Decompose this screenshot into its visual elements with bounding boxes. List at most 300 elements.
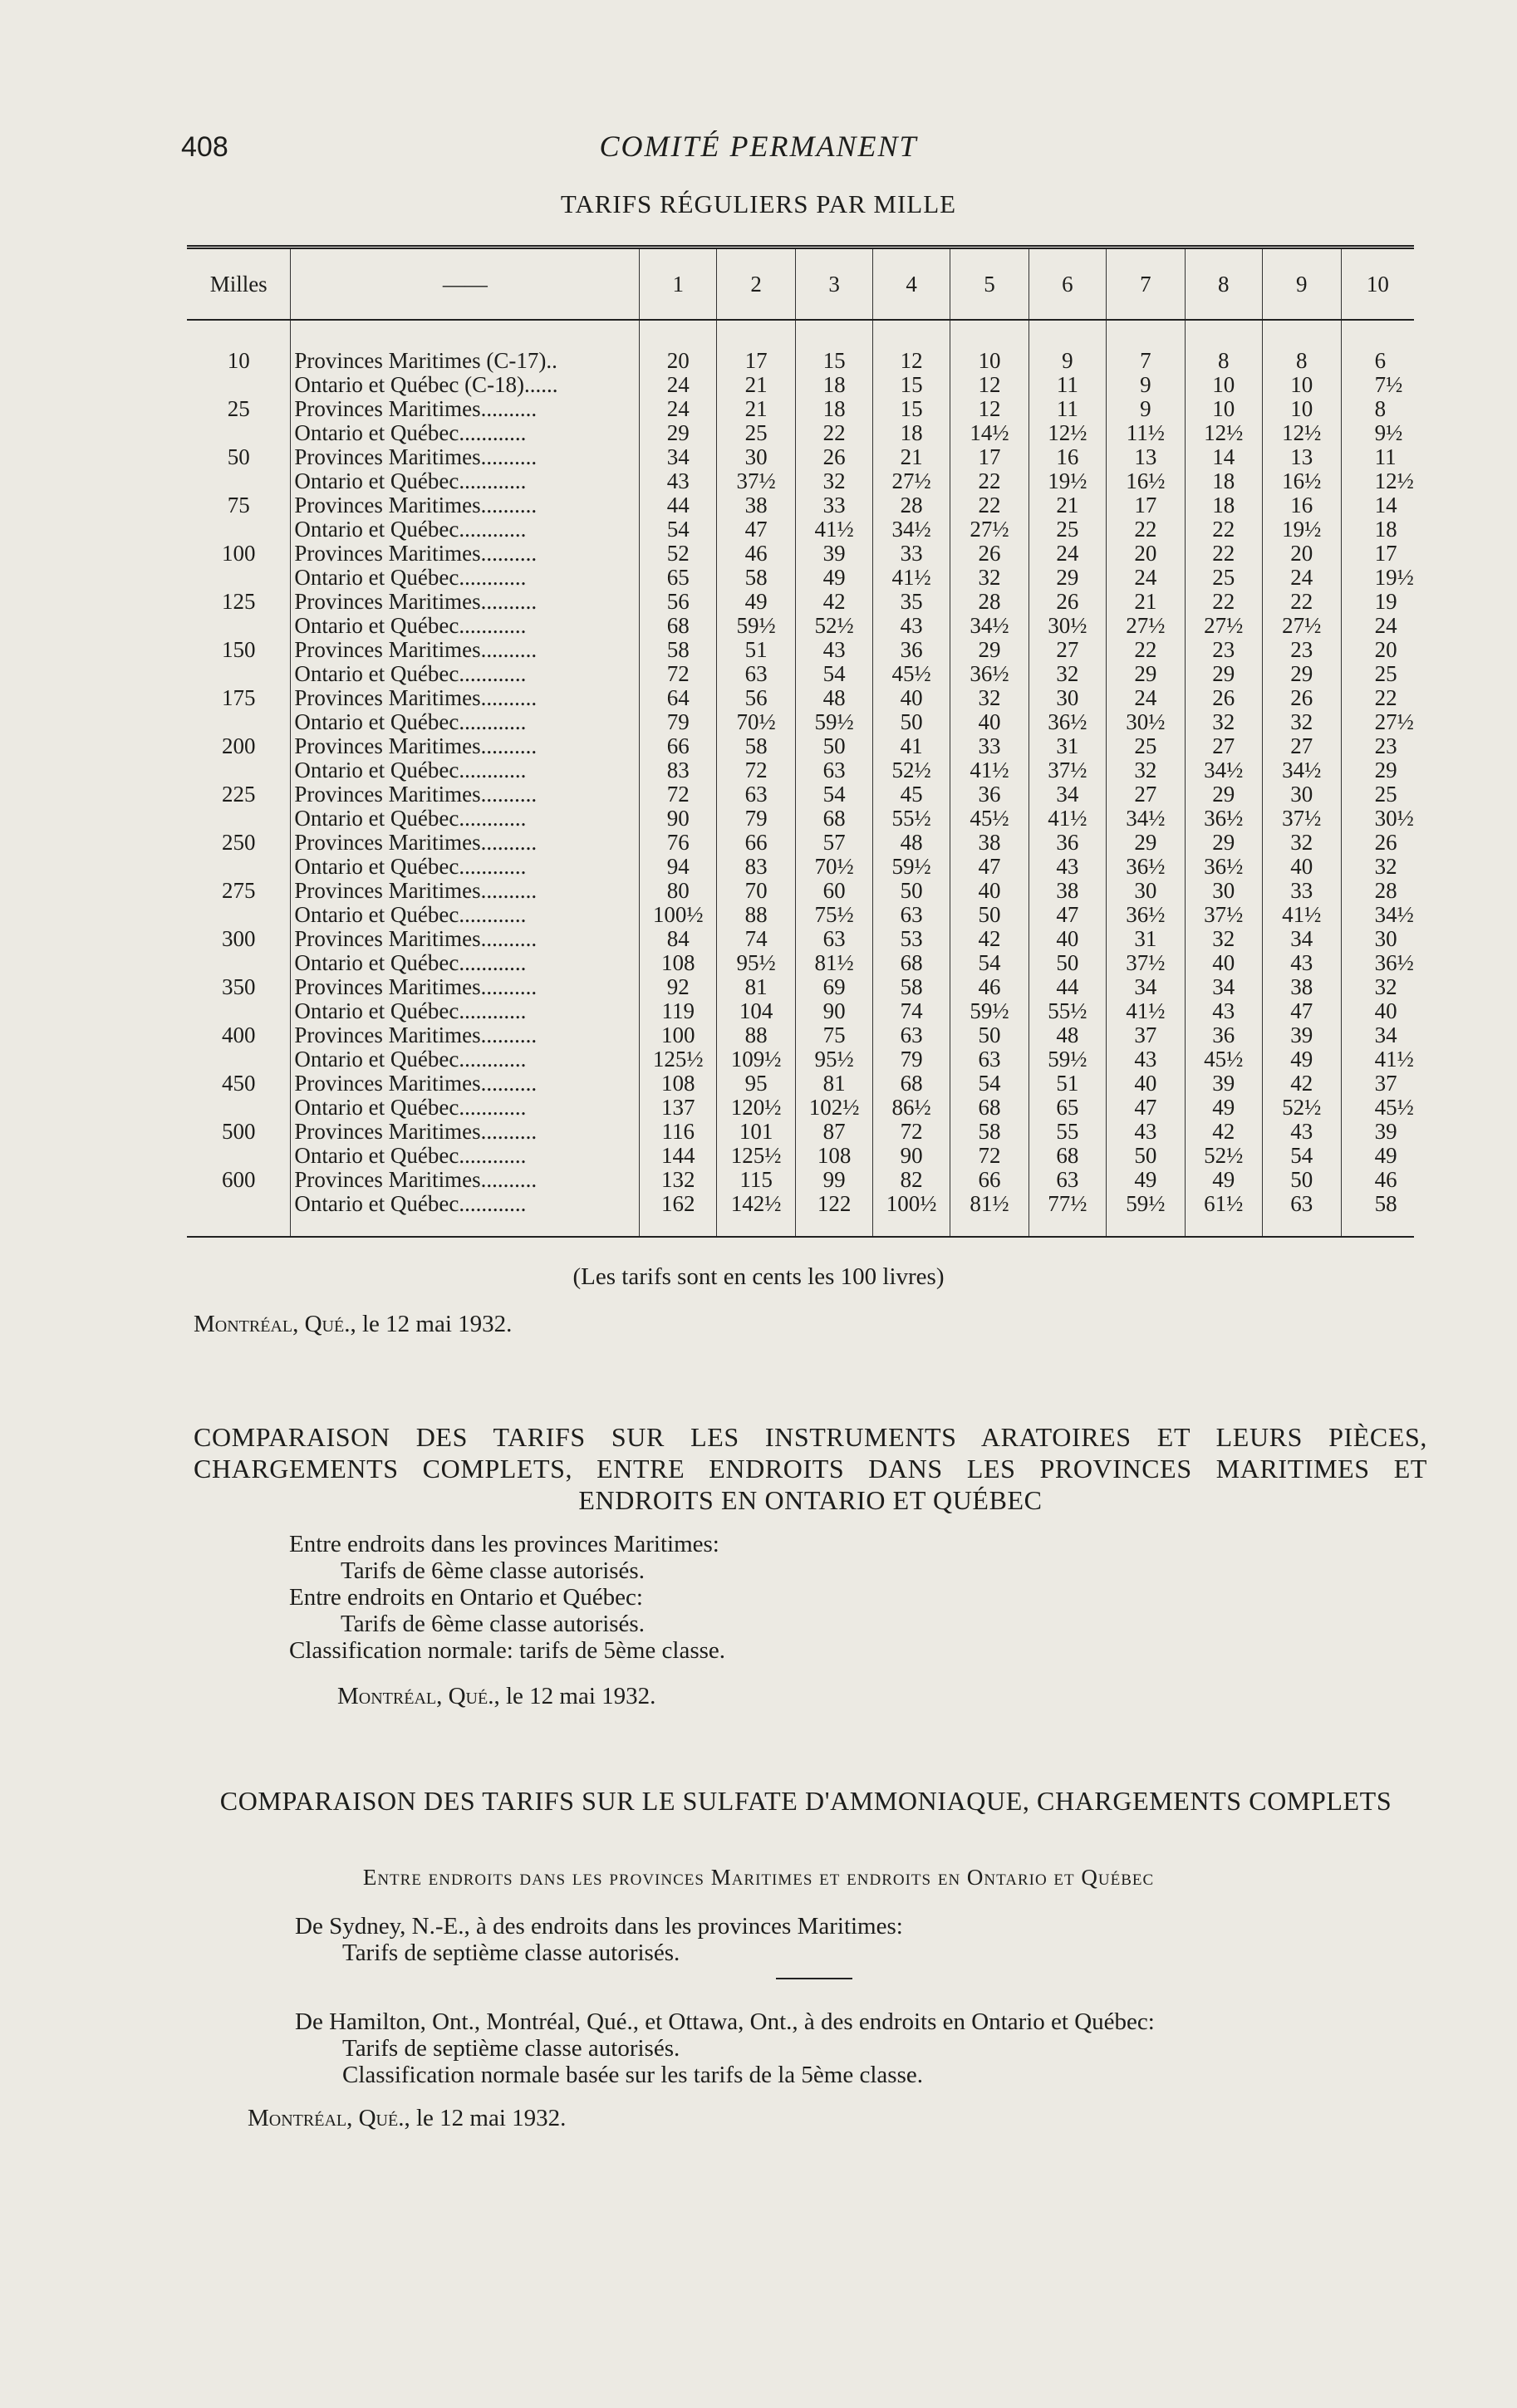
rate-cell-class-3: 22: [796, 421, 873, 445]
rate-cell-class-10: 25: [1341, 662, 1414, 686]
miles-cell: [187, 469, 291, 493]
rate-cell-class-1: 84: [640, 927, 717, 951]
route-cell: Ontario et Québec............: [291, 855, 640, 879]
route-cell: Provinces Maritimes..........: [291, 879, 640, 903]
rate-cell-class-9: 39: [1262, 1023, 1341, 1047]
table-row: [187, 445, 1414, 469]
rate-cell-class-1: 116: [640, 1120, 717, 1144]
col-header-miles: Milles: [187, 248, 291, 321]
rate-cell-class-4: 41: [873, 734, 950, 758]
route-cell: Ontario et Québec (C-18)......: [291, 373, 640, 397]
rate-cell-class-8: 40: [1185, 951, 1262, 975]
miles-cell: 150: [221, 637, 256, 662]
rate-cell-class-2: 81: [717, 975, 796, 999]
route-cell: Ontario et Québec............: [291, 1192, 640, 1237]
table-row: [187, 397, 1414, 421]
table-title: TARIFS RÉGULIERS PAR MILLE: [560, 189, 957, 218]
rate-cell-class-5: 41½: [950, 758, 1029, 782]
rate-cell-class-8: 32: [1185, 927, 1262, 951]
rate-cell-class-5: 26: [950, 542, 1029, 566]
rate-cell-class-10: 30½: [1341, 807, 1414, 831]
col-header-class-5: 5: [950, 248, 1029, 321]
rate-cell-class-9: 13: [1262, 445, 1341, 469]
rate-cell-class-4: 33: [873, 542, 950, 566]
route-cell: Provinces Maritimes..........: [291, 831, 640, 855]
rate-cell-class-10: 22: [1341, 686, 1414, 710]
rate-cell-class-2: 104: [717, 999, 796, 1023]
rate-cell-class-5: 50: [950, 903, 1029, 927]
rate-cell-class-6: 34: [1029, 782, 1106, 807]
rate-cell-class-2: 101: [717, 1120, 796, 1144]
route-cell: Ontario et Québec............: [291, 903, 640, 927]
table-row: [187, 903, 1414, 927]
rate-cell-class-2: 83: [717, 855, 796, 879]
miles-cell: 450: [221, 1071, 256, 1096]
section3-line4: Tarifs de septième classe autorisés.: [342, 2035, 680, 2062]
rate-cell-class-8: 27: [1185, 734, 1262, 758]
miles-cell: [187, 614, 291, 638]
rate-cell-class-6: 77½: [1029, 1192, 1106, 1237]
rate-cell-class-3: 18: [796, 397, 873, 421]
rate-cell-class-10: 12½: [1341, 469, 1414, 493]
rate-cell-class-9: 33: [1262, 879, 1341, 903]
rate-cell-class-5: 27½: [950, 517, 1029, 542]
miles-cell: [187, 710, 291, 734]
rate-cell-class-9: 49: [1262, 1047, 1341, 1072]
rate-cell-class-7: 47: [1106, 1096, 1185, 1120]
rate-cell-class-7: 31: [1106, 927, 1185, 951]
rate-cell-class-3: 59½: [796, 710, 873, 734]
miles-cell: 300: [221, 926, 256, 951]
rate-cell-class-3: 32: [796, 469, 873, 493]
rate-cell-class-2: 58: [717, 734, 796, 758]
rate-cell-class-4: 45: [873, 782, 950, 807]
rate-cell-class-4: 15: [873, 397, 950, 421]
table-row: [187, 1072, 1414, 1096]
rate-cell-class-1: 65: [640, 566, 717, 590]
rate-cell-class-9: 42: [1262, 1072, 1341, 1096]
miles-cell: [187, 758, 291, 782]
rate-cell-class-7: 30½: [1106, 710, 1185, 734]
table-row: [187, 831, 1414, 855]
rate-cell-class-8: 14: [1185, 445, 1262, 469]
rate-cell-class-5: 17: [950, 445, 1029, 469]
rate-cell-class-9: 32: [1262, 710, 1341, 734]
miles-cell: 100: [221, 541, 256, 566]
rate-cell-class-3: 95½: [796, 1047, 873, 1072]
rate-cell-class-5: 58: [950, 1120, 1029, 1144]
rate-cell-class-1: 76: [640, 831, 717, 855]
rate-cell-class-2: 120½: [717, 1096, 796, 1120]
rate-cell-class-8: 49: [1185, 1096, 1262, 1120]
rate-cell-class-2: 58: [717, 566, 796, 590]
table-row: [187, 1047, 1414, 1072]
rate-cell-class-2: 88: [717, 903, 796, 927]
rate-cell-class-6: 37½: [1029, 758, 1106, 782]
table-row: [187, 590, 1414, 614]
rate-cell-class-5: 54: [950, 951, 1029, 975]
rate-cell-class-4: 40: [873, 686, 950, 710]
rate-cell-class-8: 29: [1185, 782, 1262, 807]
rate-cell-class-9: 19½: [1262, 517, 1341, 542]
rate-cell-class-2: 63: [717, 782, 796, 807]
rate-cell-class-6: 16: [1029, 445, 1106, 469]
rate-cell-class-7: 22: [1106, 638, 1185, 662]
rate-cell-class-2: 38: [717, 493, 796, 517]
rate-cell-class-1: 108: [640, 951, 717, 975]
rate-cell-class-9: 20: [1262, 542, 1341, 566]
rate-cell-class-7: 36½: [1106, 855, 1185, 879]
rate-cell-class-7: 27½: [1106, 614, 1185, 638]
rate-cell-class-7: 9: [1106, 397, 1185, 421]
rate-cell-class-10: 34: [1341, 1023, 1414, 1047]
rate-cell-class-5: 12: [950, 373, 1029, 397]
miles-cell: 75: [227, 493, 250, 517]
miles-cell: [187, 566, 291, 590]
signoff-place: Montréal, Qué.: [337, 1683, 494, 1709]
rate-cell-class-6: 51: [1029, 1072, 1106, 1096]
rate-cell-class-7: 41½: [1106, 999, 1185, 1023]
rate-cell-class-9: 16: [1262, 493, 1341, 517]
route-cell: Ontario et Québec............: [291, 421, 640, 445]
rate-cell-class-3: 122: [796, 1192, 873, 1237]
divider-rule: [776, 1978, 852, 1979]
rate-cell-class-8: 8: [1185, 320, 1262, 373]
miles-cell: 400: [221, 1023, 256, 1047]
rate-cell-class-6: 11: [1029, 397, 1106, 421]
route-cell: Ontario et Québec............: [291, 662, 640, 686]
rate-cell-class-10: 6: [1341, 320, 1414, 373]
table-row: [187, 782, 1414, 807]
rate-cell-class-9: 32: [1262, 831, 1341, 855]
rate-cell-class-8: 18: [1185, 493, 1262, 517]
rate-cell-class-9: 63: [1262, 1192, 1341, 1237]
table-row: [187, 373, 1414, 397]
rate-cell-class-6: 26: [1029, 590, 1106, 614]
rate-cell-class-8: 52½: [1185, 1144, 1262, 1168]
rate-cell-class-10: 49: [1341, 1144, 1414, 1168]
rate-cell-class-4: 79: [873, 1047, 950, 1072]
rate-cell-class-9: 26: [1262, 686, 1341, 710]
rate-cell-class-5: 50: [950, 1023, 1029, 1047]
rate-cell-class-7: 21: [1106, 590, 1185, 614]
rate-cell-class-4: 59½: [873, 855, 950, 879]
rate-cell-class-5: 81½: [950, 1192, 1029, 1237]
rate-cell-class-4: 86½: [873, 1096, 950, 1120]
rate-cell-class-2: 125½: [717, 1144, 796, 1168]
section2-line4: Tarifs de 6ème classe autorisés.: [341, 1611, 645, 1637]
rate-cell-class-1: 72: [640, 662, 717, 686]
rate-cell-class-1: 144: [640, 1144, 717, 1168]
rate-cell-class-4: 90: [873, 1144, 950, 1168]
section3-line3: De Hamilton, Ont., Montréal, Qué., et Ottawa, Ont., à des endroits en Ontario et Québec:: [295, 2008, 1155, 2035]
rate-cell-class-4: 35: [873, 590, 950, 614]
rate-cell-class-3: 68: [796, 807, 873, 831]
rate-cell-class-7: 7: [1106, 320, 1185, 373]
rate-cell-class-1: 29: [640, 421, 717, 445]
rate-cell-class-1: 44: [640, 493, 717, 517]
rate-cell-class-8: 10: [1185, 397, 1262, 421]
rate-cell-class-1: 66: [640, 734, 717, 758]
miles-cell: [187, 807, 291, 831]
table-row: [187, 975, 1414, 999]
section2-title: COMPARAISON DES TARIFS SUR LES INSTRUMENTS ARATOIRES ET LEURS PIÈCES, CHARGEMENTS COMPLETS, ENTRE ENDROITS DANS LES PROVINCES MARITIMES ET ENDROITS EN ONTARIO ET QUÉBEC: [194, 1422, 1427, 1515]
miles-cell: [187, 1192, 291, 1237]
rate-cell-class-3: 99: [796, 1168, 873, 1192]
rate-cell-class-2: 95½: [717, 951, 796, 975]
rate-cell-class-2: 115: [717, 1168, 796, 1192]
rate-cell-class-5: 59½: [950, 999, 1029, 1023]
route-cell: Ontario et Québec............: [291, 469, 640, 493]
rate-cell-class-2: 74: [717, 927, 796, 951]
rate-cell-class-8: 12½: [1185, 421, 1262, 445]
rate-cell-class-9: 43: [1262, 1120, 1341, 1144]
table-row: [187, 1192, 1414, 1237]
miles-cell: [187, 999, 291, 1023]
rate-cell-class-1: 56: [640, 590, 717, 614]
rate-cell-class-7: 16½: [1106, 469, 1185, 493]
rate-cell-class-10: 28: [1341, 879, 1414, 903]
rate-cell-class-1: 100: [640, 1023, 717, 1047]
rate-cell-class-6: 44: [1029, 975, 1106, 999]
rate-cell-class-1: 137: [640, 1096, 717, 1120]
rate-cell-class-9: 47: [1262, 999, 1341, 1023]
rate-cell-class-8: 45½: [1185, 1047, 1262, 1072]
rate-cell-class-5: 28: [950, 590, 1029, 614]
rate-cell-class-6: 31: [1029, 734, 1106, 758]
route-cell: Ontario et Québec............: [291, 710, 640, 734]
rate-cell-class-5: 40: [950, 710, 1029, 734]
rate-cell-class-1: 68: [640, 614, 717, 638]
rate-cell-class-1: 24: [640, 373, 717, 397]
signoff-3: [248, 2105, 566, 2132]
rate-cell-class-1: 24: [640, 397, 717, 421]
rate-cell-class-8: 36½: [1185, 855, 1262, 879]
miles-cell: 10: [227, 348, 250, 373]
rate-cell-class-6: 12½: [1029, 421, 1106, 445]
rate-cell-class-4: 63: [873, 903, 950, 927]
miles-cell: [187, 903, 291, 927]
rate-cell-class-10: 37: [1341, 1072, 1414, 1096]
rate-cell-class-1: 162: [640, 1192, 717, 1237]
miles-cell: 350: [221, 974, 256, 999]
rate-cell-class-4: 34½: [873, 517, 950, 542]
rate-cell-class-7: 49: [1106, 1168, 1185, 1192]
rate-cell-class-1: 100½: [640, 903, 717, 927]
rate-cell-class-7: 43: [1106, 1047, 1185, 1072]
rate-cell-class-5: 32: [950, 566, 1029, 590]
rate-cell-class-5: 40: [950, 879, 1029, 903]
col-header-class-2: 2: [717, 248, 796, 321]
rate-cell-class-6: 36½: [1029, 710, 1106, 734]
rate-cell-class-9: 52½: [1262, 1096, 1341, 1120]
rate-cell-class-10: 9½: [1341, 421, 1414, 445]
rate-cell-class-2: 66: [717, 831, 796, 855]
signoff-1: [194, 1311, 512, 1338]
rate-cell-class-10: 32: [1341, 975, 1414, 999]
rate-cell-class-9: 22: [1262, 590, 1341, 614]
running-title: COMITÉ PERMANENT: [599, 130, 918, 163]
rate-cell-class-3: 18: [796, 373, 873, 397]
rate-cell-class-8: 34: [1185, 975, 1262, 999]
rate-cell-class-10: 29: [1341, 758, 1414, 782]
rate-cell-class-5: 34½: [950, 614, 1029, 638]
table-row: [187, 566, 1414, 590]
rate-cell-class-8: 36½: [1185, 807, 1262, 831]
rate-cell-class-3: 54: [796, 662, 873, 686]
rate-cell-class-7: 29: [1106, 831, 1185, 855]
rate-cell-class-10: 40: [1341, 999, 1414, 1023]
rate-cell-class-6: 29: [1029, 566, 1106, 590]
rate-cell-class-10: 41½: [1341, 1047, 1414, 1072]
rate-cell-class-9: 34½: [1262, 758, 1341, 782]
rate-cell-class-6: 36: [1029, 831, 1106, 855]
rate-cell-class-9: 27: [1262, 734, 1341, 758]
rate-cell-class-5: 29: [950, 638, 1029, 662]
rate-cell-class-8: 18: [1185, 469, 1262, 493]
rate-cell-class-4: 21: [873, 445, 950, 469]
rate-cell-class-8: 22: [1185, 590, 1262, 614]
rate-cell-class-3: 108: [796, 1144, 873, 1168]
miles-cell: [187, 421, 291, 445]
route-cell: Provinces Maritimes..........: [291, 686, 640, 710]
rate-cell-class-2: 37½: [717, 469, 796, 493]
rate-cell-class-7: 30: [1106, 879, 1185, 903]
rate-cell-class-8: 29: [1185, 662, 1262, 686]
rate-cell-class-2: 72: [717, 758, 796, 782]
table-row: [187, 614, 1414, 638]
rate-cell-class-7: 34: [1106, 975, 1185, 999]
rate-cell-class-2: 56: [717, 686, 796, 710]
rate-cell-class-2: 21: [717, 397, 796, 421]
rate-cell-class-9: 10: [1262, 397, 1341, 421]
table-row: [187, 493, 1414, 517]
miles-cell: [187, 373, 291, 397]
rate-cell-class-4: 68: [873, 951, 950, 975]
rate-cell-class-8: 25: [1185, 566, 1262, 590]
rate-cell-class-3: 43: [796, 638, 873, 662]
rate-cell-class-7: 24: [1106, 566, 1185, 590]
route-cell: Ontario et Québec............: [291, 1096, 640, 1120]
rate-cell-class-3: 52½: [796, 614, 873, 638]
rate-cell-class-4: 72: [873, 1120, 950, 1144]
route-cell: Provinces Maritimes..........: [291, 1168, 640, 1192]
rate-cell-class-6: 30½: [1029, 614, 1106, 638]
table-row: [187, 1023, 1414, 1047]
rate-cell-class-5: 36: [950, 782, 1029, 807]
rate-cell-class-4: 27½: [873, 469, 950, 493]
rate-cell-class-3: 57: [796, 831, 873, 855]
rate-cell-class-3: 69: [796, 975, 873, 999]
route-cell: Provinces Maritimes..........: [291, 590, 640, 614]
rate-cell-class-10: 25: [1341, 782, 1414, 807]
rate-cell-class-4: 50: [873, 710, 950, 734]
table-row: [187, 734, 1414, 758]
rate-cell-class-7: 43: [1106, 1120, 1185, 1144]
rate-cell-class-5: 14½: [950, 421, 1029, 445]
rate-cell-class-4: 63: [873, 1023, 950, 1047]
rate-cell-class-9: 24: [1262, 566, 1341, 590]
rate-cell-class-9: 54: [1262, 1144, 1341, 1168]
signoff-date: , le 12 mai 1932.: [404, 2105, 567, 2131]
rate-cell-class-4: 100½: [873, 1192, 950, 1237]
rate-cell-class-9: 12½: [1262, 421, 1341, 445]
rate-cell-class-1: 90: [640, 807, 717, 831]
rate-cell-class-4: 43: [873, 614, 950, 638]
rate-cell-class-4: 50: [873, 879, 950, 903]
miles-cell: 250: [221, 830, 256, 855]
rate-cell-class-3: 15: [796, 320, 873, 373]
rate-cell-class-6: 43: [1029, 855, 1106, 879]
rate-cell-class-1: 54: [640, 517, 717, 542]
miles-cell: 50: [227, 444, 250, 469]
rate-cell-class-10: 8: [1341, 397, 1414, 421]
rate-cell-class-3: 87: [796, 1120, 873, 1144]
miles-cell: 225: [221, 782, 256, 807]
rate-cell-class-7: 32: [1106, 758, 1185, 782]
rate-cell-class-10: 58: [1341, 1192, 1414, 1237]
rate-cell-class-3: 33: [796, 493, 873, 517]
rate-cell-class-7: 24: [1106, 686, 1185, 710]
rate-cell-class-6: 68: [1029, 1144, 1106, 1168]
rate-cell-class-6: 32: [1029, 662, 1106, 686]
miles-cell: [187, 517, 291, 542]
rate-cell-class-7: 11½: [1106, 421, 1185, 445]
col-header-route: ——: [291, 248, 640, 321]
table-row: [187, 879, 1414, 903]
rate-cell-class-6: 65: [1029, 1096, 1106, 1120]
rate-cell-class-7: 40: [1106, 1072, 1185, 1096]
rate-cell-class-10: 45½: [1341, 1096, 1414, 1120]
rate-cell-class-2: 46: [717, 542, 796, 566]
rate-cell-class-6: 63: [1029, 1168, 1106, 1192]
rate-cell-class-6: 55: [1029, 1120, 1106, 1144]
rate-cell-class-8: 49: [1185, 1168, 1262, 1192]
rate-cell-class-10: 24: [1341, 614, 1414, 638]
rate-cell-class-4: 82: [873, 1168, 950, 1192]
rate-cell-class-10: 46: [1341, 1168, 1414, 1192]
rate-cell-class-10: 23: [1341, 734, 1414, 758]
rate-cell-class-9: 41½: [1262, 903, 1341, 927]
route-cell: Provinces Maritimes..........: [291, 397, 640, 421]
rate-cell-class-7: 37: [1106, 1023, 1185, 1047]
rate-cell-class-8: 61½: [1185, 1192, 1262, 1237]
route-cell: Provinces Maritimes..........: [291, 493, 640, 517]
rate-cell-class-6: 55½: [1029, 999, 1106, 1023]
rate-cell-class-1: 80: [640, 879, 717, 903]
col-header-class-9: 9: [1262, 248, 1341, 321]
rate-cell-class-4: 12: [873, 320, 950, 373]
table-row: [187, 927, 1414, 951]
col-header-class-3: 3: [796, 248, 873, 321]
rate-cell-class-10: 14: [1341, 493, 1414, 517]
rate-cell-class-10: 17: [1341, 542, 1414, 566]
rate-cell-class-1: 72: [640, 782, 717, 807]
rate-cell-class-4: 53: [873, 927, 950, 951]
rate-cell-class-3: 26: [796, 445, 873, 469]
rate-cell-class-6: 40: [1029, 927, 1106, 951]
rate-cell-class-1: 20: [640, 320, 717, 373]
rate-cell-class-2: 59½: [717, 614, 796, 638]
rate-cell-class-4: 68: [873, 1072, 950, 1096]
section3-title: COMPARAISON DES TARIFS SUR LE SULFATE D'AMMONIAQUE, CHARGEMENTS COMPLETS: [219, 1786, 1392, 1816]
rate-cell-class-9: 38: [1262, 975, 1341, 999]
rates-table: [187, 245, 1414, 1238]
rate-cell-class-10: 20: [1341, 638, 1414, 662]
rate-cell-class-7: 25: [1106, 734, 1185, 758]
rate-cell-class-4: 45½: [873, 662, 950, 686]
rate-cell-class-10: 19: [1341, 590, 1414, 614]
